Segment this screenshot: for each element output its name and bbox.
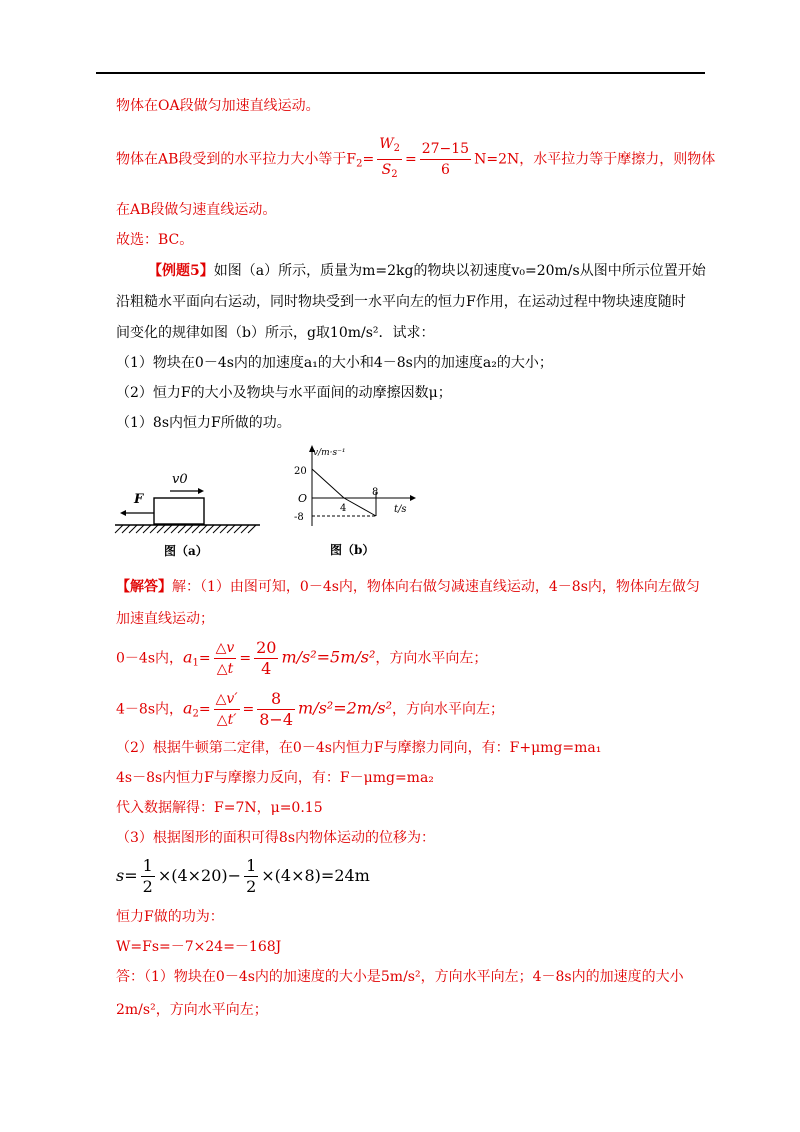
question-1: （1）物块在0－4s内的加速度a₁的大小和4－8s内的加速度a₂的大小；	[116, 355, 553, 371]
caption-b: 图（b）	[330, 543, 375, 557]
ground-hatch	[115, 525, 256, 533]
axis-v-label: v/m·s⁻¹	[313, 448, 346, 458]
text-line-2: 物体在AB段受到的水平拉力大小等于$F_2=$ $\frac{W_2}{S_2}$ = $\frac{27-15}{6}$ N=2N，水平拉力等于摩擦力，则物体	[116, 134, 715, 185]
fraction-values: $\frac{27-15}{6}$	[421, 141, 470, 178]
caption-a: 图（a）	[164, 544, 208, 558]
answer-c1: （3）根据图形的面积可得8s内物体运动的位移为：	[116, 830, 435, 846]
block	[154, 498, 204, 524]
answer-line-2: 加速直线运动；	[116, 611, 214, 627]
figure-a	[112, 465, 262, 560]
example-line-3: 间变化的规律如图（b）所示，g取10m/s²．试求：	[116, 325, 435, 341]
figure-b	[282, 440, 422, 562]
example-line-2: 沿粗糙水平面向右运动，同时物块受到一水平向左的恒力F作用，在运动过程中物块速度随时	[116, 294, 686, 310]
text-line-3: 在AB段做匀速直线运动。	[116, 202, 277, 218]
answer-c2: 恒力F做的功为：	[116, 909, 224, 925]
example-tag: 【例题5】	[148, 263, 214, 279]
question-2: （2）恒力F的大小及物块与水平面间的动摩擦因数μ；	[116, 385, 452, 401]
velocity-line-segment-1	[312, 469, 344, 498]
v0-arrowhead	[198, 488, 204, 494]
velocity-line-segment-2	[344, 498, 376, 516]
text-line-1: 物体在OA段做匀加速直线运动。	[116, 98, 320, 114]
fraction-w-s: $\frac{W_2}{S_2}$	[379, 136, 400, 180]
answer-b1: （2）根据牛顿第二定律，在0－4s内恒力F与摩擦力同向，有：F+μmg=ma₁	[116, 740, 602, 756]
header-rule	[96, 72, 705, 74]
answer-line-1: 【解答】解：（1）由图可知，0－4s内，物体向右做匀减速直线运动，4－8s内，物体向左做匀	[116, 579, 700, 595]
tick-minus-8: -8	[294, 512, 304, 523]
answer-d2: 2m/s²，方向水平向左；	[116, 1002, 268, 1018]
tick-20: 20	[294, 466, 307, 477]
formula-a2: 4－8s内，$a_2=$ $\frac{\triangle v'}{\triangle t'}$ = $\frac{8}{8-4}$ m/s²=2m/s²，方向水平向左；	[116, 689, 504, 729]
question-3: （1）8s内恒力F所做的功。	[116, 415, 291, 431]
origin-label: O	[298, 492, 308, 505]
label-v0: v0	[172, 472, 188, 487]
label-F: F	[134, 492, 144, 507]
tick-8: 8	[372, 487, 379, 498]
tick-4: 4	[340, 503, 347, 514]
t-axis-arrow	[410, 495, 416, 501]
example-line-1: 【例题5】如图（a）所示，质量为m=2kg的物块以初速度v₀=20m/s从图中所示位置开始	[148, 263, 706, 279]
answer-b3: 代入数据解得：F=7N，μ=0.15	[116, 800, 323, 816]
F-arrowhead	[120, 510, 126, 516]
formula-a1: 0－4s内，$a_1=$ $\frac{\triangle v}{\triangle t}$ = $\frac{20}{4}$ m/s²=5m/s²，方向水平向左；	[116, 638, 488, 678]
answer-b2: 4s－8s内恒力F与摩擦力反向，有：F－μmg=ma₂	[116, 770, 434, 786]
answer-d1: 答：（1）物块在0－4s内的加速度的大小是5m/s²，方向水平向左；4－8s内的加速度的大小	[116, 969, 684, 985]
answer-tag: 【解答】	[116, 579, 172, 595]
axis-t-label: t/s	[394, 504, 407, 515]
answer-c3: W=Fs=－7×24=－168J	[116, 939, 282, 955]
formula-displacement: s= $\frac{1}{2}$ ×(4×20)− $\frac{1}{2}$ ×(4×8)=24m	[116, 856, 370, 896]
text-line-4: 故选：BC。	[116, 232, 194, 248]
